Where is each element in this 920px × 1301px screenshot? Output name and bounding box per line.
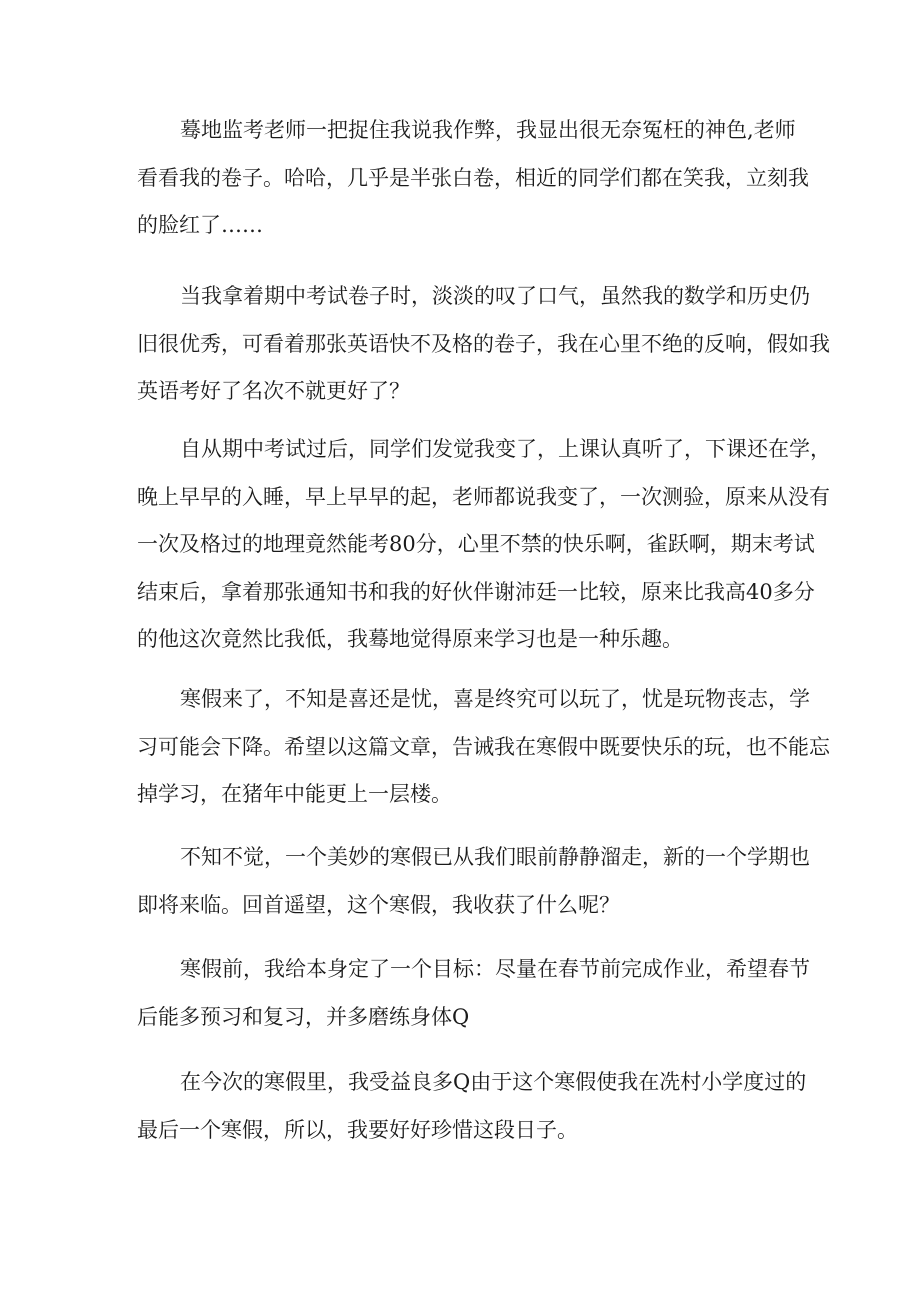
text-line: 晚上早早的入睡，早上早早的起，老师都说我变了，一次测验，原来从没有: [137, 484, 830, 509]
text-line: 自从期中考试过后，同学们发觉我变了，上课认真听了，下课还在学，: [180, 437, 831, 461]
text-line: 结束后，拿着那张通知书和我的好伙伴谢沛廷一比较，原来比我高40多分: [137, 579, 815, 604]
text-line: 蓦地监考老师一把捉住我说我作弊，我显出很无奈冤枉的神色,老师: [180, 118, 796, 142]
text-line: 不知不觉，一个美妙的寒假已从我们眼前静静溜走，新的一个学期也: [180, 845, 810, 869]
paragraph-4: [137, 676, 830, 819]
paragraph-2: [137, 273, 830, 416]
paragraph-7: [137, 1059, 807, 1154]
paragraph-1: [137, 107, 809, 250]
text-line: 在今次的寒假里，我受益良多Q由于这个寒假使我在冼村小学度过的: [180, 1070, 807, 1094]
text-line: 当我拿着期中考试卷子时，淡淡的叹了口气，虽然我的数学和历史仍: [180, 284, 810, 308]
text-line: 英语考好了名次不就更好了？: [137, 379, 410, 403]
paragraph-5: [137, 834, 810, 929]
text-line: 的脸红了……: [137, 213, 263, 237]
text-line: 一次及格过的地理竟然能考80分，心里不禁的快乐啊，雀跃啊，期末考试: [137, 532, 815, 556]
text-line: 即将来临。回首遥望，这个寒假，我收获了什么呢？: [137, 892, 620, 917]
text-line: 寒假来了，不知是喜还是忧，喜是终究可以玩了，忧是玩物丧志，学: [180, 687, 810, 711]
text-line: 习可能会下降。希望以这篇文章，告诫我在寒假中既要快乐的玩，也不能忘: [137, 734, 830, 759]
text-line: 的他这次竟然比我低，我蓦地觉得原来学习也是一种乐趣。: [137, 627, 683, 651]
paragraph-6: [137, 946, 810, 1041]
text-line: 看看我的卷子。哈哈，几乎是半张白卷，相近的同学们都在笑我，立刻我: [137, 165, 809, 190]
text-line: 后能多预习和复习，并多磨练身体Q: [137, 1004, 470, 1029]
paragraph-3: [137, 426, 831, 664]
text-line: 掉学习，在猪年中能更上一层楼。: [137, 782, 452, 806]
text-line: 最后一个寒假，所以，我要好好珍惜这段日子。: [137, 1117, 578, 1142]
text-line: 寒假前，我给本身定了一个目标：尽量在春节前完成作业，希望春节: [180, 957, 810, 981]
text-line: 旧很优秀，可看着那张英语快不及格的卷子，我在心里不绝的反响，假如我: [137, 331, 830, 356]
